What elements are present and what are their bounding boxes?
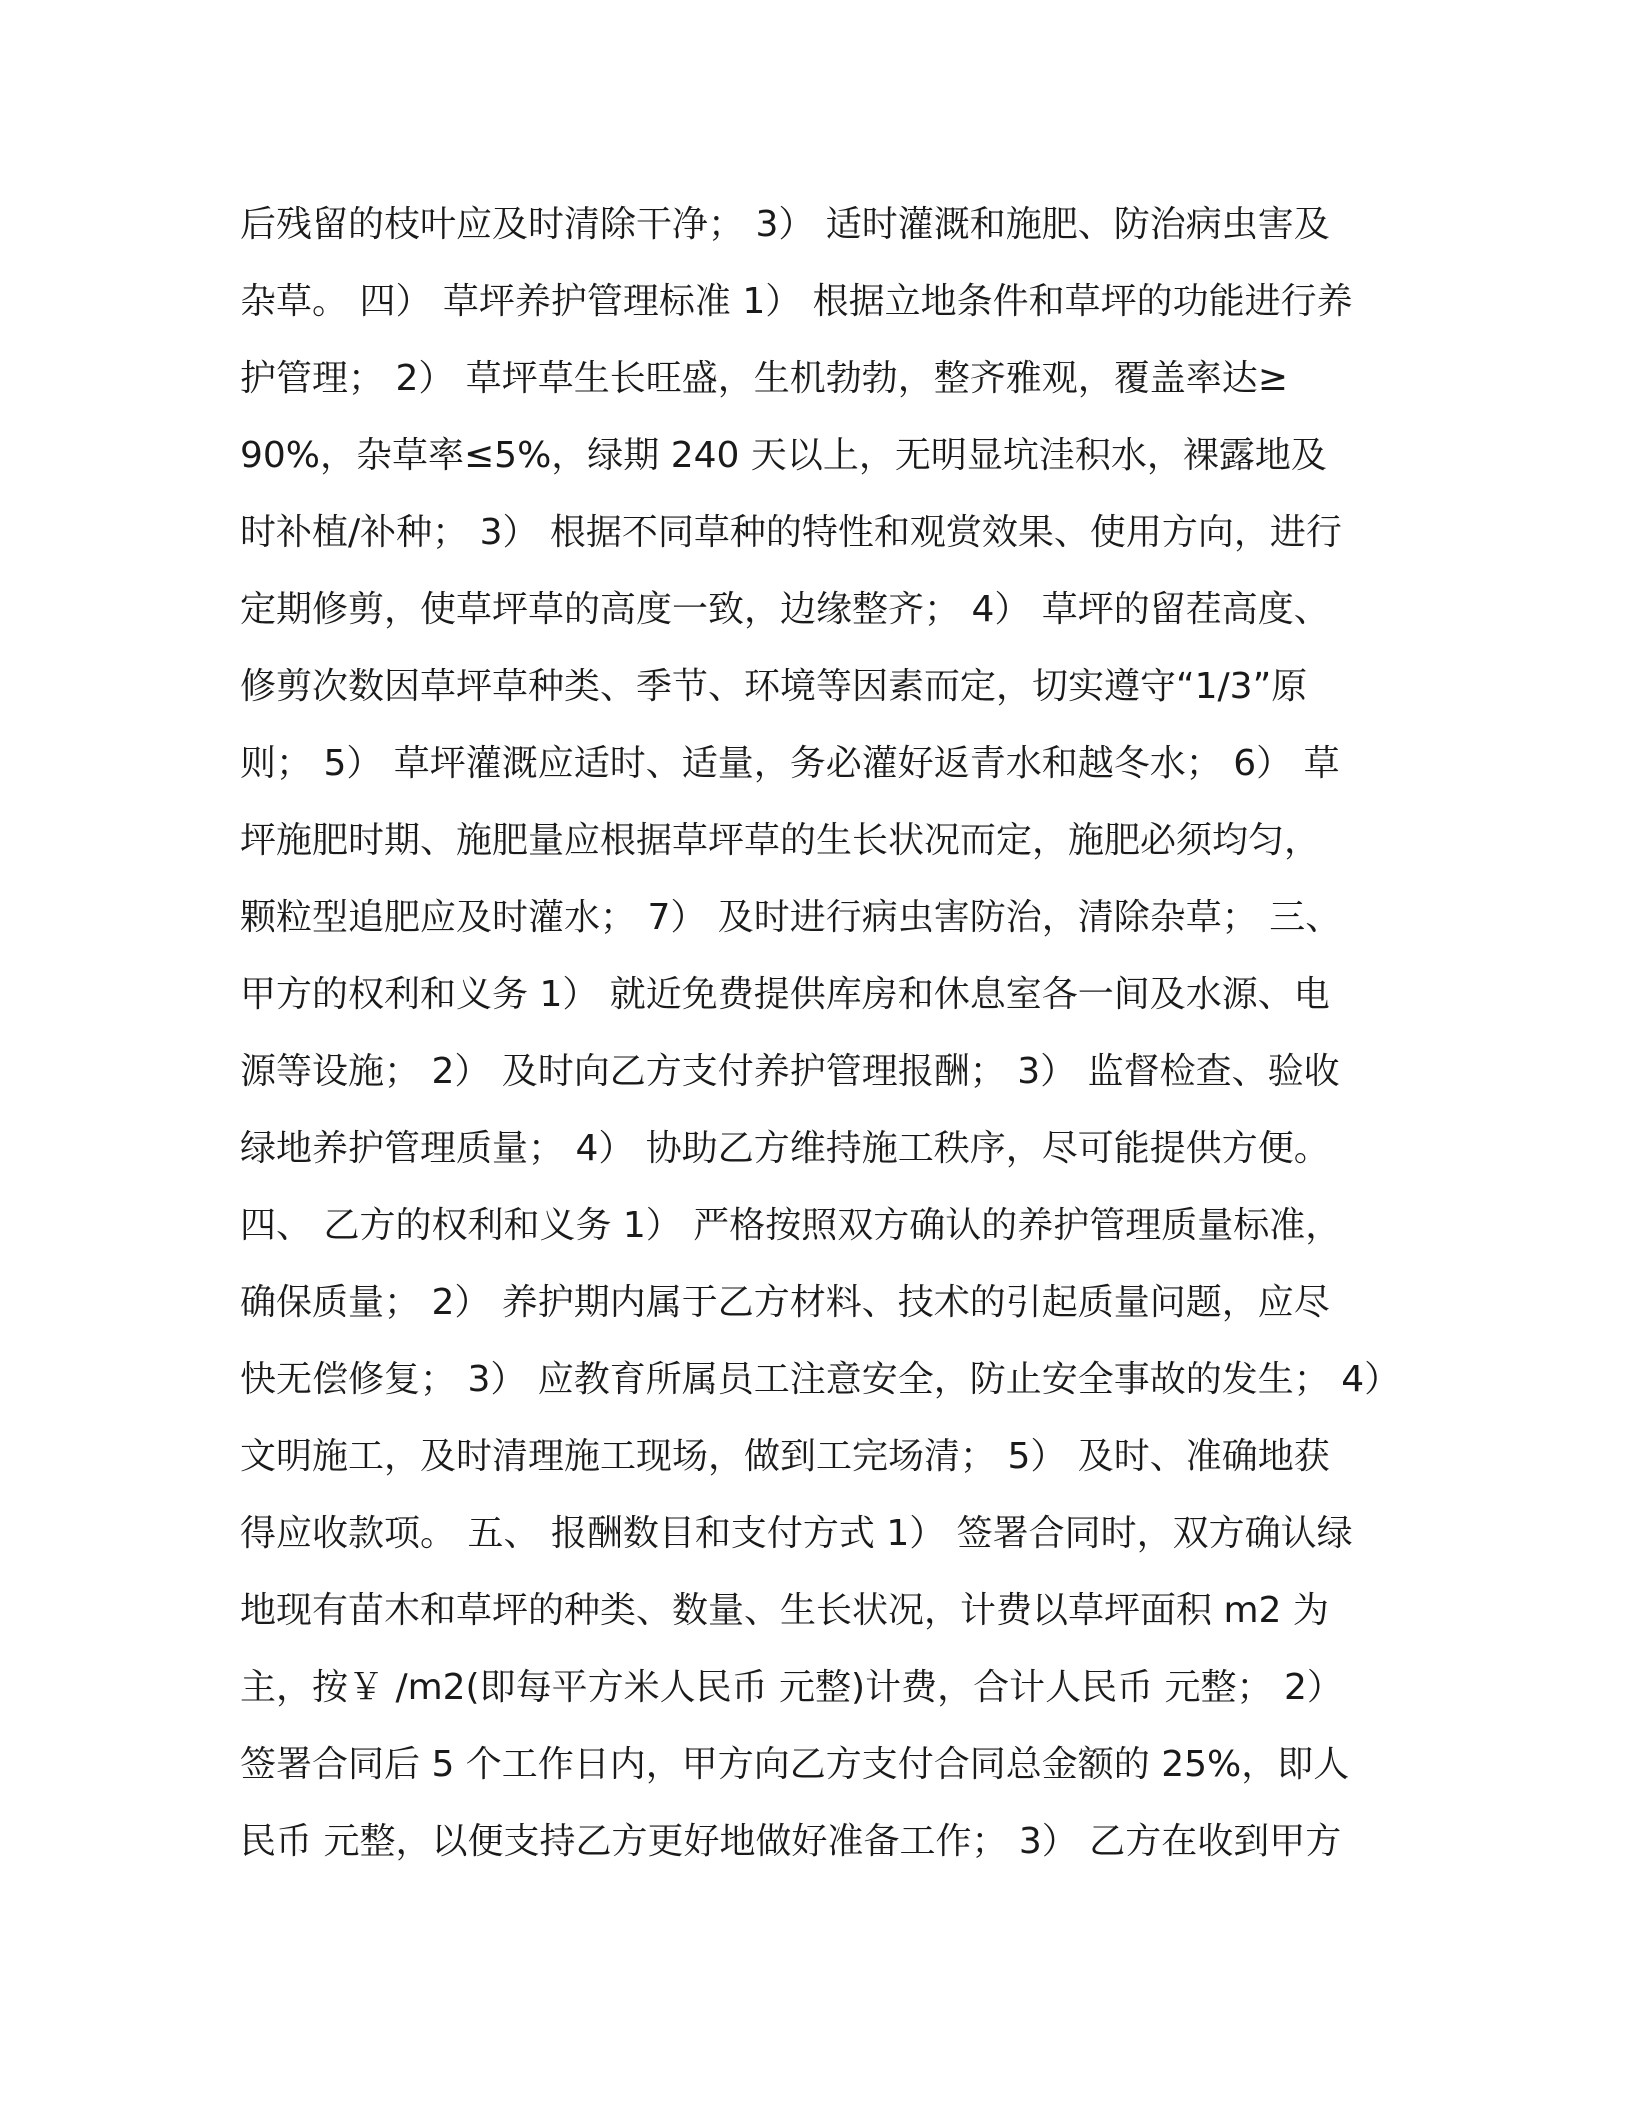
text-line: 则； 5） 草坪灌溉应适时、适量，务必灌好返青水和越冬水； 6） 草 (240, 743, 1340, 784)
text-line: 后残留的枝叶应及时清除干净； 3） 适时灌溉和施肥、防治病虫害及 (240, 204, 1330, 245)
text-line: 护管理； 2） 草坪草生长旺盛，生机勃勃，整齐雅观，覆盖率达≥ (240, 358, 1288, 399)
text-line: 绿地养护管理质量； 4） 协助乙方维持施工秩序，尽可能提供方便。 (240, 1128, 1330, 1169)
text-line: 甲方的权利和义务 1） 就近免费提供库房和休息室各一间及水源、电 (240, 974, 1330, 1015)
text-line: 地现有苗木和草坪的种类、数量、生长状况，计费以草坪面积 m2 为 (240, 1590, 1329, 1631)
text-line: 坪施肥时期、施肥量应根据草坪草的生长状况而定，施肥必须均匀， (240, 820, 1321, 861)
contract-text-body (240, 186, 1420, 1880)
text-line: 主，按￥ /m2(即每平方米人民币 元整)计费，合计人民币 元整； 2） (240, 1667, 1343, 1708)
text-line: 90%，杂草率≤5%，绿期 240 天以上，无明显坑洼积水，裸露地及 (240, 435, 1327, 476)
text-line: 修剪次数因草坪草种类、季节、环境等因素而定，切实遵守“1/3”原 (240, 666, 1308, 707)
text-line: 确保质量； 2） 养护期内属于乙方材料、技术的引起质量问题，应尽 (240, 1282, 1330, 1323)
text-line: 源等设施； 2） 及时向乙方支付养护管理报酬； 3） 监督检查、验收 (240, 1051, 1340, 1092)
text-line: 时补植/补种； 3） 根据不同草种的特性和观赏效果、使用方向，进行 (240, 512, 1342, 553)
text-line: 杂草。 四） 草坪养护管理标准 1） 根据立地条件和草坪的功能进行养 (240, 281, 1353, 322)
text-line: 民币 元整，以便支持乙方更好地做好准备工作； 3） 乙方在收到甲方 (240, 1821, 1342, 1862)
text-line: 颗粒型追肥应及时灌水； 7） 及时进行病虫害防治，清除杂草； 三、 (240, 897, 1342, 938)
text-line: 签署合同后 5 个工作日内，甲方向乙方支付合同总金额的 25%，即人 (240, 1744, 1350, 1785)
text-line: 四、 乙方的权利和义务 1） 严格按照双方确认的养护管理质量标准， (240, 1205, 1342, 1246)
text-line: 快无偿修复； 3） 应教育所属员工注意安全，防止安全事故的发生； 4） (240, 1359, 1401, 1400)
text-line: 定期修剪，使草坪草的高度一致，边缘整齐； 4） 草坪的留茬高度、 (240, 589, 1330, 630)
text-line: 得应收款项。 五、 报酬数目和支付方式 1） 签署合同时，双方确认绿 (240, 1513, 1353, 1554)
text-line: 文明施工，及时清理施工现场，做到工完场清； 5） 及时、准确地获 (240, 1436, 1330, 1477)
